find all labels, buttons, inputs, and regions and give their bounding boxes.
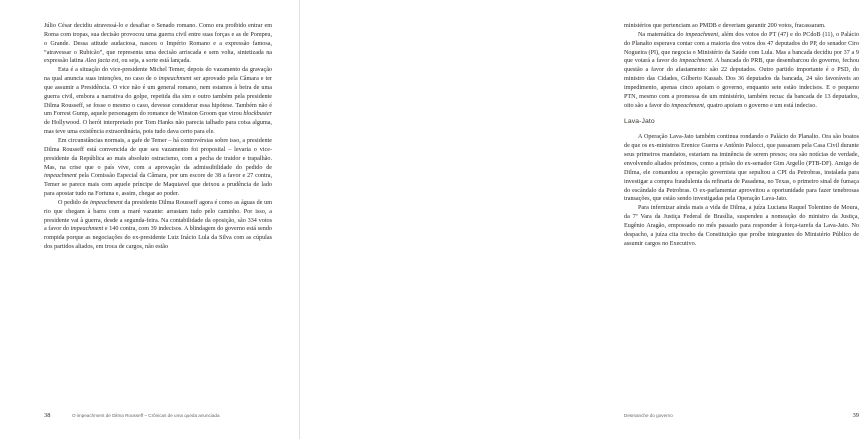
text-run: ministérios que pertenciam ao PMDB e deveriam garantir 200 votos, fracassaram. bbox=[624, 23, 826, 29]
page-number: 39 bbox=[852, 412, 859, 419]
running-title: O impeachment de Dilma Rousseff – Crônicas de uma queda anunciada bbox=[72, 413, 220, 418]
italic-term: impeachment bbox=[70, 226, 104, 233]
text-run: Em circunstâncias normais, a gafe de Temer – há controvérsias sobre isso, a presidente Dilma Rousseff está convencida de que seu vazamento foi proposital – levaria o vice-presidente da República ao mais absoluto ostracismo, com a pecha de traidor e trapalhão. Mas, na crise que o país vive, com a aprovação da admissibilidade do pedido de bbox=[44, 137, 272, 171]
text-run: da presidente Dilma Rousseff agora é como as águas de um rio que chegam à barra com a maré vazante: arrastam tudo pelo caminho. Por isso, a presidente vai à guerra, desde a segunda-feira. Na contabilidade da oposição, são 334 votos a favor do bbox=[44, 199, 272, 233]
left-page bbox=[0, 0, 300, 439]
left-page-text-column bbox=[44, 22, 272, 252]
body-paragraph bbox=[44, 199, 272, 252]
body-paragraph bbox=[624, 31, 859, 111]
text-run: . A bancada do PRB, que desembarcou do governo, fechou questão a favor do afastamento: são 22 deputados. Outro partido importante é o PSD, do ministro das Cidades, Gilberto Kassab. Dos 36 deputados da bancada, 24 são favoráveis ao impedimento, apenas cinco apoiam o governo, enquanto sete estão indecisos. E o pequeno PTN, mesmo com a promessa de um ministério, também recua: da bancada de 13 deputados, oito são a favor do bbox=[624, 58, 859, 109]
italic-term: Alea jacta est bbox=[84, 58, 119, 65]
body-paragraph bbox=[624, 133, 859, 204]
text-run: ser aprovado pela Câmara e ter que assumir a Presidência. O vice não é um general romano, nem estamos à beira de uma guerra civil, embora a narrativa do golpe, repetida dia sim e outro também pela presidente Dilma Rousseff, se fosse o mesmo o caso, devesse considerar essa hipótese. Também não é um Forrest Gump, aquele personagem do romance de Winston Groom que virou bbox=[44, 76, 272, 118]
italic-term: impeachment bbox=[679, 58, 712, 65]
italic-term: impeachment bbox=[44, 173, 77, 180]
text-run: e 140 contra, com 39 indecisos. A blindagem do governo está sendo rompida porque as negociações do ex-presidente Luiz Inácio Lula da Silva com as cúpulas dos partidos aliados, em troca de cargos, não estão bbox=[44, 226, 272, 251]
text-run: Esta é a situação do vice-presidente Michel Temer, depois do vazamento da gravação na qual anuncia suas intenções, no caso de o bbox=[44, 67, 272, 83]
italic-term: blockbuster bbox=[243, 111, 272, 118]
text-run: Júlio César decidiu atravessá-lo e desafiar o Senado romano. Como era proibido entrar em Roma com tropas, sua decisão provocou uma guerra civil entre suas forças e as de Pompeu, o Grande. Dessa atitude audaciosa, nasceu o Império Romano e a expressão famosa, “atravessar o Rubicão”, que representa uma decisão arriscada e sem volta, sintetizada na expressão latina bbox=[44, 23, 272, 65]
body-paragraph bbox=[624, 22, 859, 31]
text-run: de Hollywood. O herói interpretado por Tom Hanks não parecia talhado para coisa alguma, mas teve uma existência extraordinária, pois tudo dava certo para ele. bbox=[44, 120, 272, 136]
text-run: O pedido de bbox=[58, 199, 90, 206]
italic-term: impeachment bbox=[671, 102, 704, 109]
italic-term: impeachment bbox=[89, 199, 123, 206]
text-run: Na matemática do bbox=[638, 31, 686, 38]
italic-term: impeachment bbox=[158, 76, 192, 83]
text-run: , quatro apoiam o governo e um está indeciso. bbox=[704, 102, 817, 109]
italic-term: impeachment bbox=[685, 31, 719, 38]
body-paragraph bbox=[624, 204, 859, 248]
text-run: A Operação Lava-Jato também continua rondando o Palácio do Planalto. Ora são boatos de que os ex-ministros Erenice Guerra e Antônio Palocci, que passaram pela Casa Civil durante seus primeiros mandatos, estariam na iminência de serem presos; ora são notícias de verdade, envolvendo aliados próximos, como a prisão do ex-senador Gim Argello (PTB-DF). Amigo de Dilma, ele comandou a operação governista que sepultou a CPI da Petrobras, instalada para investigar a compra fraudulenta da refinaria de Pasadena, no Texas, o primeiro sinal de fumaça do escândalo da Petrobras. O ex-parlamentar aproveitou a oportunidade para fazer tenebrosas transações, que estão sendo investigadas pela Operação Lava-Jato. bbox=[624, 134, 859, 203]
text-run: pela Comissão Especial da Câmara, por um escore de 38 a favor e 27 contra, Temer se parece mais com aquele príncipe de Maquiavel que deixou a prudência de lado para apostar tudo na Fortuna e, assim, chegar ao poder. bbox=[44, 173, 272, 198]
right-page-text-column bbox=[624, 22, 859, 248]
text-run: , além dos votos do PT (47) e do PCdoB (11), o Palácio do Planalto esperava contar com a maioria dos votos dos 47 deputados do PP, do senador Ciro Nogueira (PI), que negocia o Ministério da Saúde com Lula. Mas a bancada decidiu por 37 a 9 que votará a favor do bbox=[624, 31, 859, 65]
body-paragraph bbox=[44, 22, 272, 66]
running-title: Desmanche do governo bbox=[624, 413, 673, 418]
text-run: Para infernizar ainda mais a vida de Dilma, a juíza Luciana Raquel Tolentino de Moura, da 7ª Vara da Justiça Federal de Brasília, suspendeu a nomeação do ministro da Justiça, Eugênio Aragão, empossado no mês passado para responder à força-tarefa da Lava-Jato. No despacho, a juíza cita trecho da Constituição que proíbe integrantes do Ministério Público de assumir cargos no Executivo. bbox=[624, 205, 859, 247]
text-run: , ou seja, a sorte está lançada. bbox=[118, 58, 191, 65]
body-paragraph bbox=[44, 66, 272, 137]
right-page bbox=[300, 0, 859, 439]
page-number: 38 bbox=[44, 412, 51, 419]
right-page-paragraphs-after bbox=[624, 133, 859, 248]
section-heading: Lava-Jato bbox=[624, 118, 655, 126]
right-page-paragraphs-before bbox=[624, 22, 859, 110]
body-paragraph bbox=[44, 137, 272, 199]
